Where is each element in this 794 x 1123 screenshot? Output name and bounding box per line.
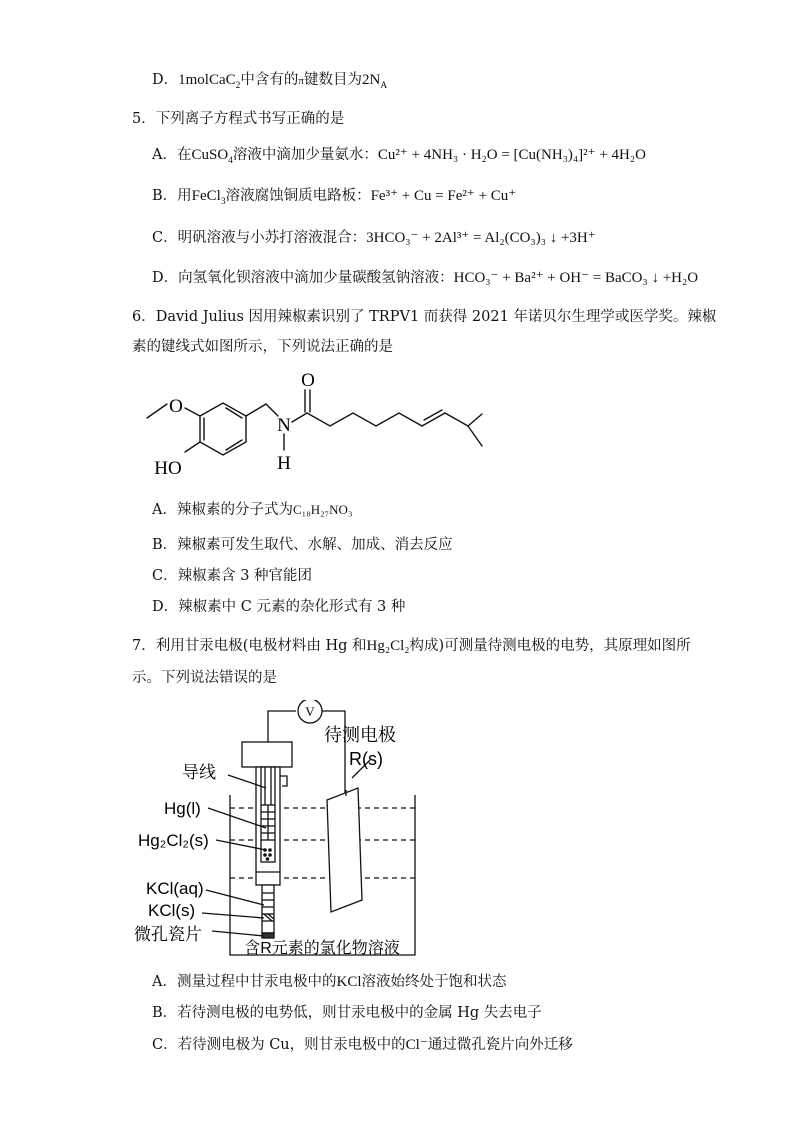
formula: Hg₂Cl₂ [366,638,410,654]
option-letter: D． [152,270,179,286]
equation: Cu²⁺ + 4NH₃ · H₂O = [Cu(NH₃)₄]²⁺ + 4H₂O [377,147,646,163]
formula: C₁₈H₂₇NO₃ [292,502,353,517]
oxygen-label: O [301,370,315,391]
solution-label: 含R元素的氯化物溶液 [244,940,400,957]
salt: CuSO$_4$ [191,147,233,166]
q5-option-d [152,268,698,288]
option-letter: B． [152,537,178,553]
option-letter: B． [152,188,178,204]
text: 溶液腐蚀铜质电路板： [225,188,371,204]
calomel-label: Hg₂Cl₂(s) [138,831,209,850]
text: 辣椒素中 C 元素的杂化形式有 3 种 [178,599,406,615]
test-electrode-plate [327,788,362,912]
hydrogen-label: H [277,453,291,474]
option-letter: D． [152,72,179,88]
leader-line [212,931,264,936]
formula: Cl⁻ [405,1037,428,1053]
kcl-s-label: KCl(s) [148,901,196,920]
text: 溶液中滴加少量氨水： [232,147,378,163]
test-electrode-label: 待测电极 [324,725,396,745]
kcl-aq-label: KCl(aq) [146,879,204,898]
hydroxyl-label: HO [154,458,182,479]
formula: KCl [336,974,362,990]
q5-option-c [152,228,596,248]
text: 溶液始终处于饱和状态 [361,974,507,990]
text: 中含有的 [240,72,299,88]
equation: Fe³⁺ + Cu = Fe²⁺ + Cu⁺ [370,188,517,204]
q6-option-d [152,597,405,617]
wire-label: 导线 [182,763,216,782]
text: 若待测电极为 Cu，则甘汞电极中的 [177,1037,406,1053]
frit-label: 微孔瓷片 [134,925,202,944]
equation: 3HCO₃⁻ + 2Al³⁺ = Al₂(CO₃)₃ ↓ +3H⁺ [366,230,596,246]
equation: HCO₃⁻ + Ba²⁺ + OH⁻ = BaCO₃ ↓ +H₂O [453,270,699,286]
text: 用 [177,188,192,204]
compound: CaC$_2$ [208,72,241,91]
text: 在 [176,147,192,163]
test-electrode-species-label: R(s) [349,749,383,769]
value: $2N_A$ [361,72,388,91]
text: 7．利用甘汞电极(电极材料由 Hg 和 [132,638,367,654]
pi-symbol: π [298,75,304,87]
capsaicin-structure [130,368,510,480]
leader-line [202,913,264,918]
methoxy-oxygen-label: O [169,396,183,417]
option-letter: B． [152,1005,178,1021]
circuit-wire-right [322,711,345,795]
option-letter: C． [152,1037,178,1053]
mercury-label: Hg(l) [164,799,201,818]
q6-option-c [152,566,312,586]
voltmeter-label: V [305,704,315,719]
q7-stem-line1 [132,636,691,656]
salt: FeCl$_3$ [191,188,226,207]
q6-option-a [152,500,352,520]
text: 辣椒素的分子式为 [176,502,293,518]
q7-stem-line2: 示。下列说法错误的是 [132,670,277,686]
calomel-electrode-diagram [130,700,430,962]
option-letter: C． [152,568,178,584]
q7-option-c [152,1035,573,1055]
nitrogen-label: N [277,415,291,436]
q6-option-b [152,535,453,555]
option-letter: D． [152,599,179,615]
q5-option-a [152,145,646,165]
option-letter: C． [152,230,178,246]
electrode-stem [262,885,274,933]
text: 辣椒素含 3 种官能团 [177,568,313,584]
option-letter: A． [152,502,177,518]
alkyl-chain [307,413,422,426]
q7-option-b [152,1003,542,1023]
benzene-ring [200,403,246,455]
q4-option-d [152,70,387,91]
q7-option-a [152,972,507,992]
q6-stem-line2: 素的键线式如图所示，下列说法正确的是 [132,339,393,355]
text: 辣椒素可发生取代、水解、加成、消去反应 [177,537,453,553]
option-letter: A． [152,147,177,163]
text: 测量过程中甘汞电极中的 [176,974,337,990]
text: 若待测电极的电势低，则甘汞电极中的金属 Hg 失去电子 [177,1005,542,1021]
text: 键数目为 [303,72,362,88]
leader-line [206,890,264,905]
q5-stem: 5．下列离子方程式书写正确的是 [132,111,345,127]
text: 构成)可测量待测电极的电势，其原理如图所 [409,638,691,654]
text: 通过微孔瓷片向外迁移 [427,1037,573,1053]
option-letter: A． [152,974,177,990]
text: 向氢氧化钡溶液中滴加少量碳酸氢钠溶液： [178,270,454,286]
bond-lines [147,390,482,455]
amount: 1mol [178,72,209,88]
electrode-cap [242,742,292,767]
q6-stem-line1: 6．David Julius 因用辣椒素识别了 TRPV1 而获得 2021 年诺贝尔生理学或医学奖。辣椒 [132,309,717,325]
text: 明矾溶液与小苏打溶液混合： [177,230,367,246]
q5-option-b [152,186,516,206]
